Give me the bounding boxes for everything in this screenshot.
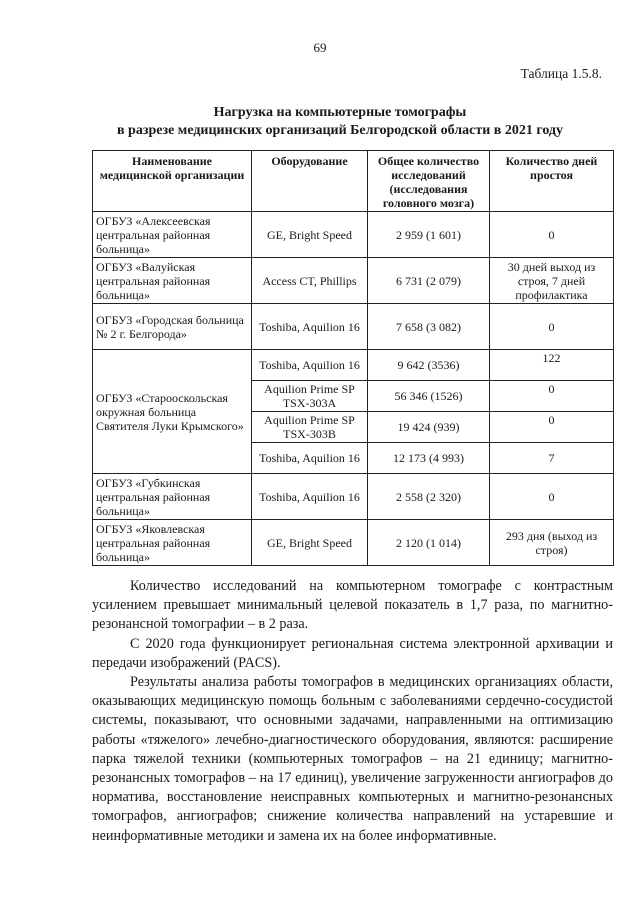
- downtime-cell: 0: [490, 212, 614, 258]
- equipment-cell: Toshiba, Aquilion 16: [252, 304, 368, 350]
- downtime-cell: 0: [490, 304, 614, 350]
- header-equipment: Оборудование: [252, 151, 368, 212]
- ct-load-table: [92, 150, 614, 566]
- organization-cell: ОГБУЗ «Валуйская центральная районная больница»: [93, 258, 252, 304]
- studies-cell: 9 642 (3536): [368, 350, 490, 381]
- studies-cell: 2 558 (2 320): [368, 474, 490, 520]
- table-row: [93, 350, 614, 381]
- studies-cell: 2 120 (1 014): [368, 520, 490, 566]
- header-downtime-days: Количество дней простоя: [490, 151, 614, 212]
- table-row: [93, 520, 614, 566]
- studies-cell: 6 731 (2 079): [368, 258, 490, 304]
- organization-cell: ОГБУЗ «Старооскольская окружная больница Святителя Луки Крымского»: [93, 350, 252, 474]
- equipment-cell: GE, Bright Speed: [252, 520, 368, 566]
- organization-cell: ОГБУЗ «Городская больница № 2 г. Белгорода»: [93, 304, 252, 350]
- table-row: [93, 212, 614, 258]
- organization-cell: ОГБУЗ «Алексеевская центральная районная больница»: [93, 212, 252, 258]
- downtime-cell: 7: [490, 443, 614, 474]
- paragraph: С 2020 года функционирует региональная система электронной архивации и передачи изображений (PACS).: [92, 635, 613, 671]
- studies-cell: 7 658 (3 082): [368, 304, 490, 350]
- downtime-cell: 0: [490, 412, 614, 443]
- table-title-line-2: в разрезе медицинских организаций Белгородской области в 2021 году: [116, 123, 564, 138]
- studies-cell: 19 424 (939): [368, 412, 490, 443]
- table-label: Таблица 1.5.8.: [520, 66, 602, 81]
- equipment-cell: Toshiba, Aquilion 16: [252, 474, 368, 520]
- table-title: [60, 104, 620, 140]
- equipment-cell: Aquilion Prime SP TSX-303A: [252, 381, 368, 412]
- downtime-cell: 293 дня (выход из строя): [490, 520, 614, 566]
- table-row: [93, 304, 614, 350]
- body-text: [92, 577, 613, 846]
- equipment-cell: GE, Bright Speed: [252, 212, 368, 258]
- organization-cell: ОГБУЗ «Губкинская центральная районная больница»: [93, 474, 252, 520]
- downtime-cell: 30 дней выход из строя, 7 дней профилактика: [490, 258, 614, 304]
- studies-cell: 2 959 (1 601): [368, 212, 490, 258]
- header-organization: Наименование медицинской организации: [93, 151, 252, 212]
- equipment-cell: Aquilion Prime SP TSX-303B: [252, 412, 368, 443]
- equipment-cell: Access CT, Phillips: [252, 258, 368, 304]
- table-row: [93, 258, 614, 304]
- paragraph: Количество исследований на компьютерном томографе с контрастным усилением превышает минимальный целевой показатель в 1,7 раза, по магнитно-резонансной томографии – в 2 раза.: [92, 578, 613, 633]
- downtime-cell: 0: [490, 474, 614, 520]
- page-number: 69: [313, 40, 327, 55]
- studies-cell: 56 346 (1526): [368, 381, 490, 412]
- table-title-line-1: Нагрузка на компьютерные томографы: [213, 105, 467, 120]
- table-header-row: [93, 151, 614, 212]
- organization-cell: ОГБУЗ «Яковлевская центральная районная больница»: [93, 520, 252, 566]
- paragraph: Результаты анализа работы томографов в медицинских организациях области, оказывающих медицинскую помощь больным с заболеваниями сердечно-сосудистой системы, показывают, что основными задачами, направленными на оптимизацию работы «тяжелого» лечебно-диагностического оборудования, являются: расширение парка тяжелой техники (компьютерных томографов – на 21 единицу; магнитно-резонансных томографов – на 17 единиц), увеличение загруженности ангиографов до норматива, восстановление неисправных компьютерных и магнитно-резонансных томографов, ангиографов; снижение количества направлений на устаревшие и неинформативные методики и замена их на более информативные.: [92, 674, 613, 844]
- downtime-cell: 0: [490, 381, 614, 412]
- equipment-cell: Toshiba, Aquilion 16: [252, 443, 368, 474]
- studies-cell: 12 173 (4 993): [368, 443, 490, 474]
- table-row: [93, 474, 614, 520]
- downtime-cell: 122: [490, 350, 614, 381]
- header-total-studies: Общее количество исследований (исследования головного мозга): [368, 151, 490, 212]
- equipment-cell: Toshiba, Aquilion 16: [252, 350, 368, 381]
